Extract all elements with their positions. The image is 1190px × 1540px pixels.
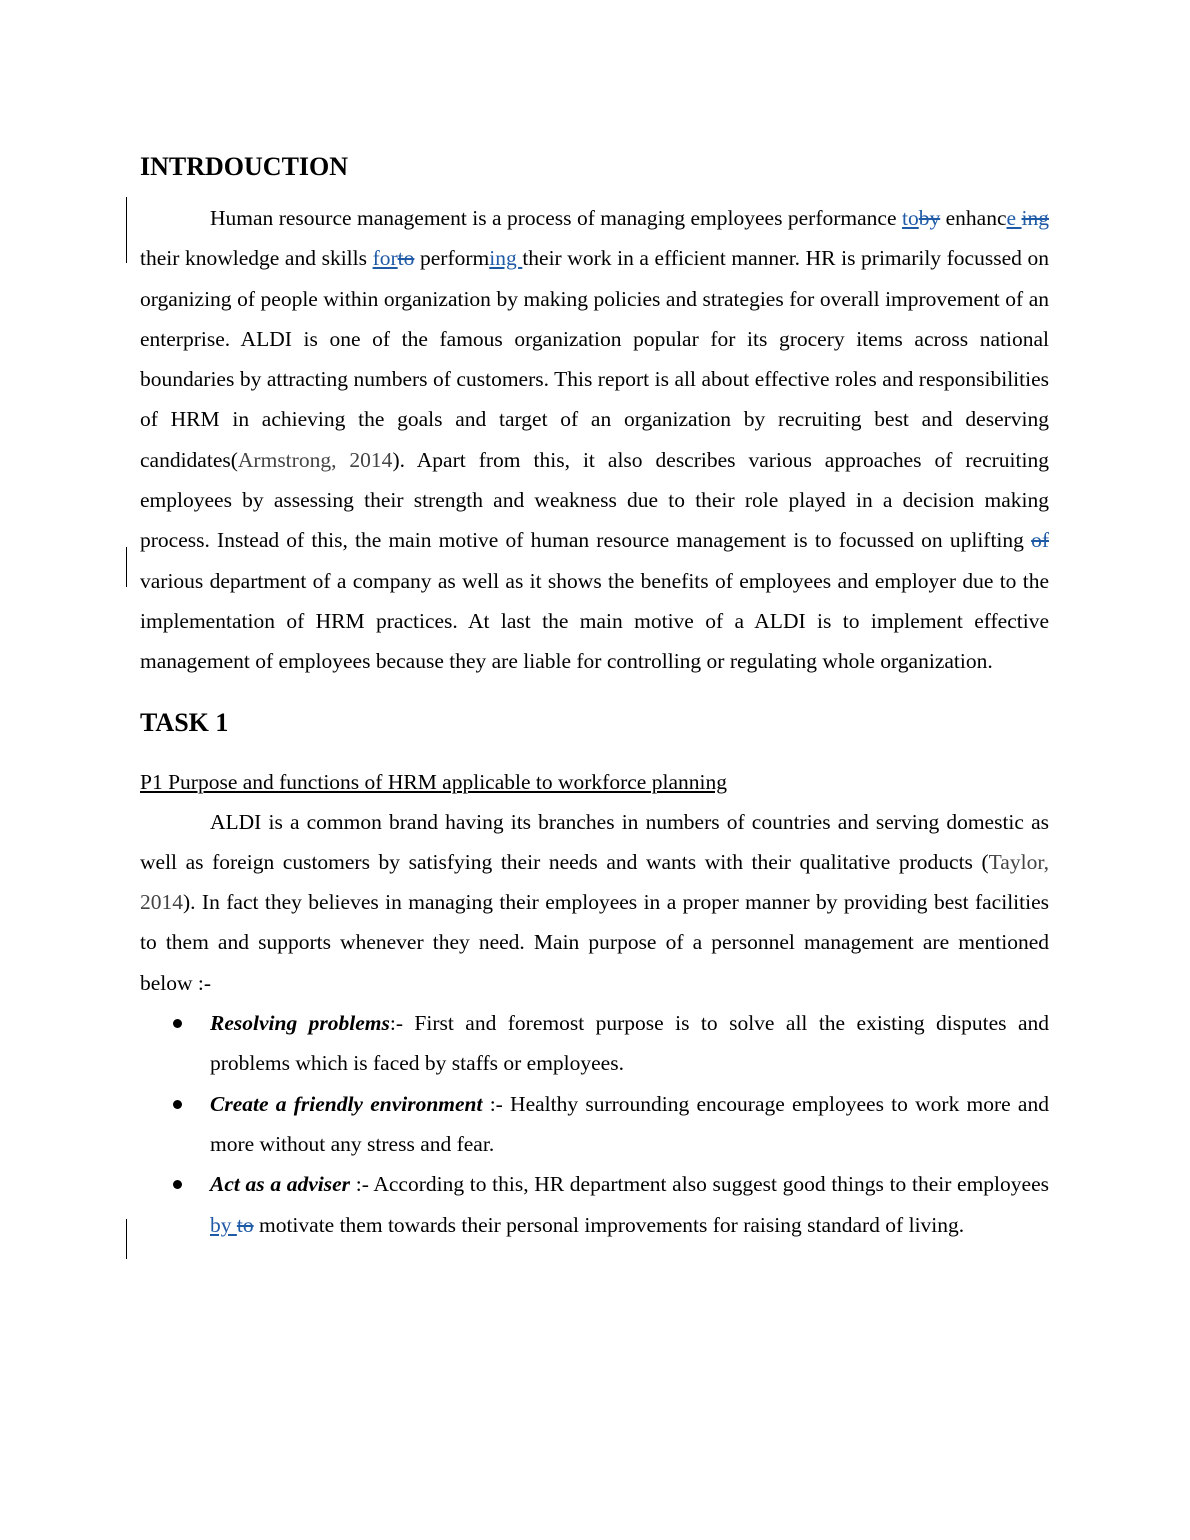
change-bar bbox=[126, 547, 127, 587]
document-page bbox=[140, 148, 1049, 1245]
purpose-list bbox=[140, 1003, 1049, 1245]
task1-subheading: P1 Purpose and functions of HRM applicable to workforce planning bbox=[140, 769, 727, 794]
task1-paragraph: ALDI is a common brand having its branches in numbers of countries and serving domestic as well as foreign customers by satisfying their needs and wants with their qualitative products (Taylor, 2014). In fact they believes in managing their employees in a proper manner by providing best facilities to them and supports whenever they need. Main purpose of a personnel management are mentioned below :- bbox=[140, 809, 1049, 995]
tracked-insertion[interactable]: by bbox=[210, 1212, 237, 1237]
change-bar bbox=[126, 1219, 127, 1259]
tracked-deletion[interactable]: to bbox=[236, 1212, 254, 1237]
bullet-icon bbox=[173, 1100, 182, 1109]
tracked-deletion[interactable]: to bbox=[397, 246, 415, 271]
list-item: Resolving problems:- First and foremost purpose is to solve all the existing disputes and problems which is faced by staffs or employees. bbox=[140, 1003, 1049, 1084]
tracked-insertion[interactable]: e bbox=[1006, 206, 1022, 230]
change-bar bbox=[126, 197, 127, 263]
tracked-deletion[interactable]: by bbox=[918, 206, 941, 230]
tracked-insertion[interactable]: to bbox=[901, 206, 919, 230]
list-item: Act as a adviser :- According to this, HR department also suggest good things to their employees by to motivate them towards their personal improvements for raising standard of living. bbox=[140, 1164, 1049, 1245]
tracked-insertion[interactable]: for bbox=[372, 246, 398, 271]
citation: Armstrong, 2014 bbox=[237, 447, 393, 472]
tracked-deletion[interactable]: ing bbox=[1021, 206, 1049, 230]
tracked-deletion[interactable]: of bbox=[1031, 528, 1049, 553]
intro-heading: INTRDOUCTION bbox=[140, 152, 349, 181]
list-item: Create a friendly environment :- Healthy surrounding encourage employees to work more and more without any stress and fear. bbox=[140, 1084, 1049, 1165]
task1-heading: TASK 1 bbox=[140, 707, 229, 737]
citation: Taylor, 2014 bbox=[140, 849, 1049, 915]
bullet-icon bbox=[173, 1019, 182, 1028]
bullet-icon bbox=[173, 1180, 182, 1189]
intro-paragraph: Human resource management is a process of managing employees performance toby enhance ing their knowledge and skills forto performing their work in a efficient manner. HR is primarily focussed on organizing of people within organization by making policies and strategies for overall improvement of an enterprise. ALDI is one of the famous organization popular for its grocery items across national boundaries by attracting numbers of customers. This report is all about effective roles and responsibilities of HRM in achieving the goals and target of an organization by recruiting best and deserving candidates(Armstrong, 2014). Apart from this, it also describes various approaches of recruiting employees by assessing their strength and weakness due to their role played in a decision making process. Instead of this, the main motive of human resource management is to focussed on uplifting of various department of a company as well as it shows the benefits of employees and employer due to the implementation of HRM practices. At last the main motive of a ALDI is to implement effective management of employees because they are liable for controlling or regulating whole organization. bbox=[140, 206, 1049, 674]
tracked-insertion[interactable]: ing bbox=[489, 246, 523, 271]
